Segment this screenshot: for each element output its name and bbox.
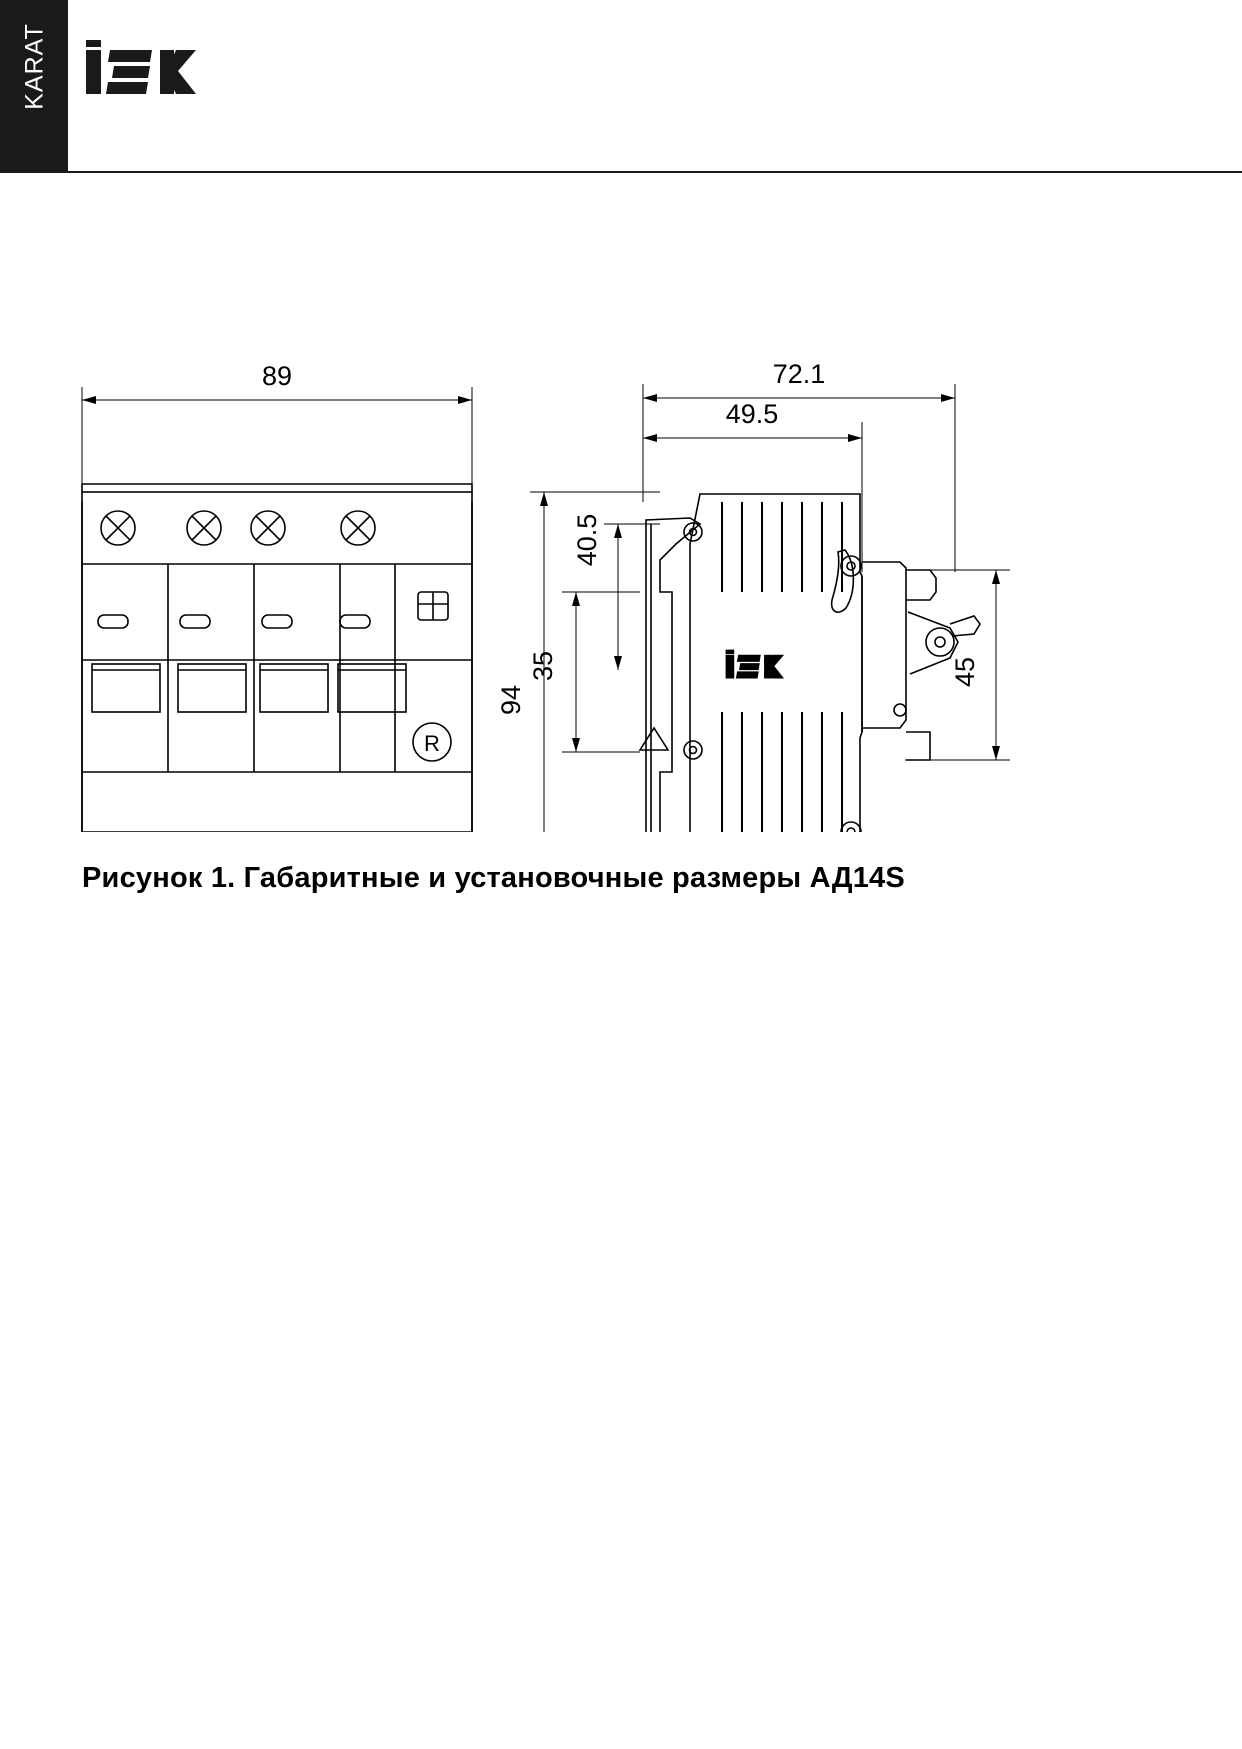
brand-side-tab — [0, 0, 68, 172]
dim-label-89: 89 — [261, 361, 293, 391]
technical-drawing — [0, 172, 1242, 832]
dim-label-35: 35 — [528, 650, 558, 682]
dim-label-49-5: 49.5 — [725, 399, 779, 429]
dim-label-40-5: 40.5 — [572, 513, 602, 567]
body-iek-logo — [726, 650, 783, 678]
dim-label-45: 45 — [950, 656, 980, 688]
front-view — [82, 387, 472, 832]
figure-caption: Рисунок 1. Габаритные и установочные размеры АД14S — [82, 862, 905, 894]
page-header — [0, 0, 1242, 172]
dim-label-94: 94 — [496, 684, 526, 716]
brand-side-tab-label: KARAT — [20, 23, 49, 110]
side-view — [530, 384, 1010, 832]
iek-logo — [86, 40, 206, 106]
reset-marking-label: R — [424, 731, 440, 756]
dim-label-72-1: 72.1 — [772, 359, 826, 389]
